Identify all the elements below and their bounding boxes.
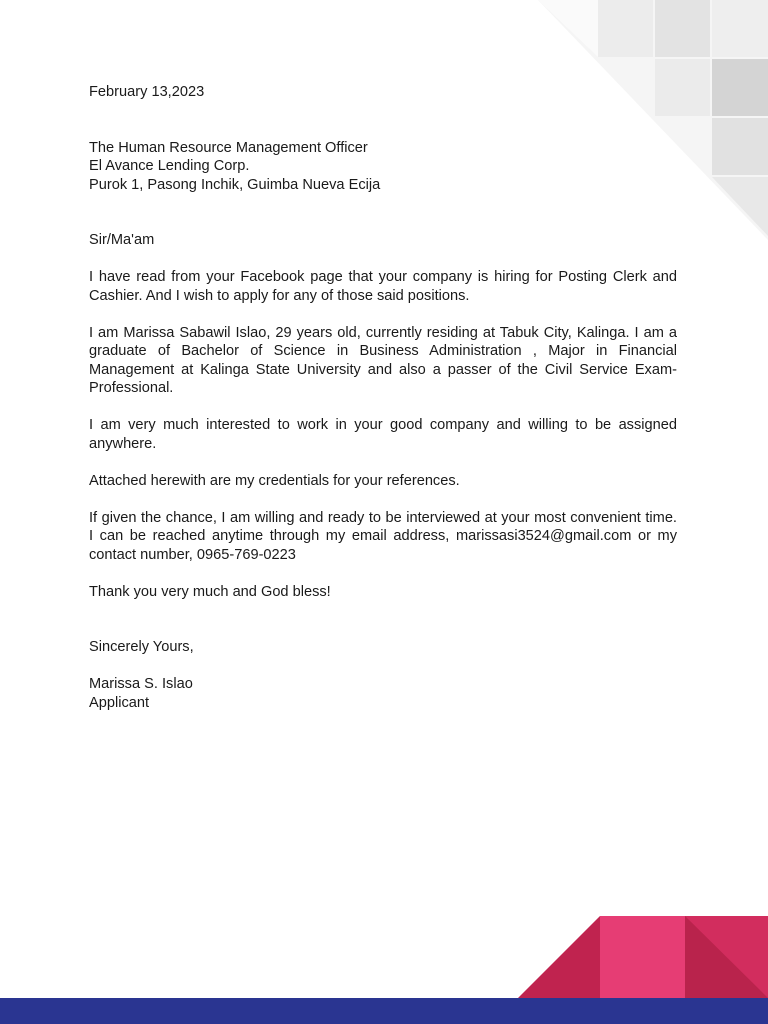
- bottom-decoration: [0, 912, 768, 1024]
- signatory-title: Applicant: [89, 694, 150, 711]
- signatory-name: Marissa S. Islao: [89, 676, 193, 692]
- recipient-company: El Avance Lending Corp.: [89, 158, 250, 174]
- paragraph-credentials: Attached herewith are my credentials for your references.: [89, 472, 460, 489]
- paragraph-thanks: Thank you very much and God bless!: [89, 583, 331, 600]
- footer-bar: [0, 998, 768, 1024]
- salutation: Sir/Ma'am: [89, 232, 155, 248]
- paragraph-interest: I am very much interested to work in your good company and willing to be assigned anywhere.: [89, 417, 677, 452]
- recipient-address: Purok 1, Pasong Inchik, Guimba Nueva Ecija: [89, 176, 381, 193]
- paragraph-contact: If given the chance, I am willing and ready to be interviewed at your most convenient time. I can be reached anytime through my email address, marissasi3524@gmail.com or my contact number, 0965-769-0223: [89, 509, 677, 563]
- cover-letter: [89, 83, 677, 712]
- paragraph-background: I am Marissa Sabawil Islao, 29 years old, currently residing at Tabuk City, Kalinga. I am a graduate of Bachelor of Science in Business Administration , Major in Financial Management at Kalinga State University and also a passer of the Civil Service Exam-Professional.: [89, 324, 677, 396]
- signature-block: [89, 675, 677, 712]
- recipient-title: The Human Resource Management Officer: [89, 139, 368, 156]
- paragraph-intro: I have read from your Facebook page that your company is hiring for Posting Clerk and Cashier. And I wish to apply for any of those said positions.: [89, 269, 677, 304]
- recipient-block: [89, 139, 677, 195]
- letter-date: February 13,2023: [89, 84, 205, 100]
- closing: Sincerely Yours,: [89, 639, 194, 655]
